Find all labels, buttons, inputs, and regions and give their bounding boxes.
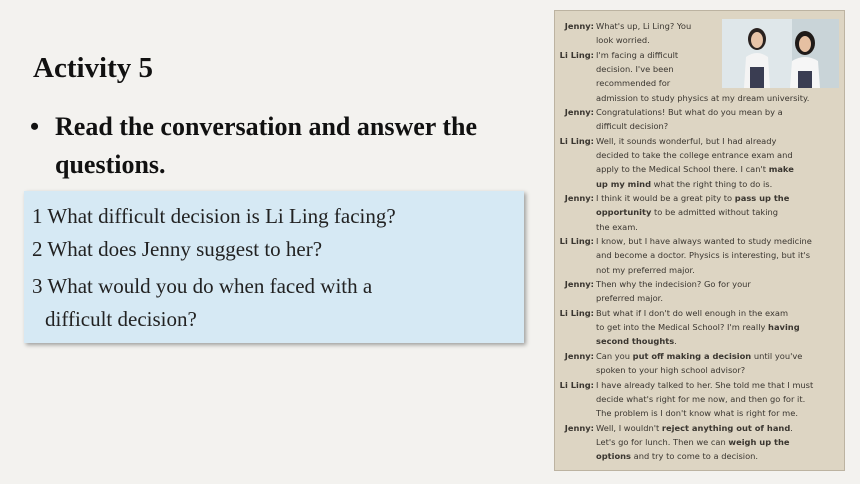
- dialogue-text: and try to come to a decision.: [631, 451, 759, 461]
- key-phrase: reject anything out of hand: [661, 423, 791, 433]
- dialogue-line: [596, 451, 758, 461]
- question-3-continued: difficult decision?: [45, 307, 197, 331]
- dialogue-text: apply to the Medical School there. I can't: [596, 164, 769, 174]
- dialogue-text: Let's go for lunch. Then we can: [596, 437, 729, 447]
- dialogue-text: difficult decision?: [596, 121, 669, 131]
- dialogue-text: decision. I've been: [596, 64, 674, 74]
- speaker-label: Jenny:: [564, 279, 594, 289]
- dialogue-text: spoken to your high school advisor?: [596, 365, 746, 375]
- dialogue-text: .: [674, 336, 677, 346]
- dialogue-text: But what if I don't do well enough in the exam: [596, 308, 789, 318]
- dialogue-line: [596, 293, 663, 303]
- dialogue-text: Congratulations! But what do you mean by a: [596, 107, 783, 117]
- speaker-label: Li Ling:: [559, 308, 594, 318]
- dialogue-line: [596, 394, 805, 404]
- dialogue-line: [596, 121, 668, 131]
- dialogue-line: [596, 336, 677, 346]
- dialogue-line: [596, 322, 800, 332]
- key-phrase: options: [596, 451, 631, 461]
- dialogue-text: admission to study physics at my dream university.: [596, 93, 810, 103]
- dialogue-line: [596, 380, 813, 390]
- question-2: 2 What does Jenny suggest to her?: [32, 237, 323, 261]
- speaker-label: Jenny:: [564, 107, 594, 117]
- dialogue-text: to be admitted without taking: [651, 207, 779, 217]
- dialogue-text: I think it would be a great pity to: [596, 193, 735, 203]
- dialogue-line: [596, 222, 638, 232]
- bullet-icon: •: [30, 112, 40, 141]
- key-phrase: opportunity: [596, 207, 652, 217]
- dialogue-line: [596, 365, 745, 375]
- dialogue-text: Can you: [596, 351, 633, 361]
- key-phrase: second thoughts: [596, 336, 675, 346]
- students-photo: [722, 19, 839, 88]
- dialogue-text: I know, but I have always wanted to study medicine: [596, 236, 812, 246]
- dialogue-text: preferred major.: [596, 293, 663, 303]
- instruction: [30, 108, 510, 184]
- dialogue-line: [596, 150, 793, 160]
- dialogue-text: what the right thing to do is.: [651, 179, 773, 189]
- dialogue-text: .: [790, 423, 793, 433]
- speaker-label: Li Ling:: [559, 50, 594, 60]
- speaker-label: Li Ling:: [559, 236, 594, 246]
- dialogue-text: The problem is I don't know what is right for me.: [596, 408, 799, 418]
- dialogue-line: [596, 265, 695, 275]
- dialogue-text: decide what's right for me now, and then go for it.: [596, 394, 806, 404]
- dialogue-text: until you've: [751, 351, 803, 361]
- speaker-label: Jenny:: [564, 351, 594, 361]
- dialogue-text: look worried.: [596, 35, 650, 45]
- instruction-text: Read the conversation and answer the questions.: [55, 112, 478, 179]
- dialogue-text: and become a doctor. Physics is interesting, but it's: [596, 250, 811, 260]
- dialogue-line: [596, 50, 678, 60]
- speaker-label: Li Ling:: [559, 380, 594, 390]
- dialogue-line: [596, 279, 751, 289]
- dialogue-text: the exam.: [596, 222, 638, 232]
- key-phrase: put off making a decision: [632, 351, 752, 361]
- dialogue-line: [596, 179, 772, 189]
- key-phrase: weigh up the: [728, 437, 790, 447]
- dialogue-text: decided to take the college entrance exam and: [596, 150, 793, 160]
- question-3: 3 What would you do when faced with a: [32, 274, 373, 298]
- dialogue-text: I have already talked to her. She told me that I must: [596, 380, 814, 390]
- dialogue-line: [596, 250, 810, 260]
- dialogue-text: What's up, Li Ling? You: [596, 21, 692, 31]
- dialogue-line: [596, 351, 802, 361]
- dialogue-line: [596, 164, 794, 174]
- speaker-label: Jenny:: [564, 193, 594, 203]
- dialogue-text: Well, it sounds wonderful, but I had already: [596, 136, 777, 146]
- questions-box: [24, 191, 524, 343]
- dialogue-line: [596, 423, 793, 433]
- speaker-label: Li Ling:: [559, 136, 594, 146]
- dialogue-text: not my preferred major.: [596, 265, 695, 275]
- activity-title: Activity 5: [33, 52, 153, 84]
- speaker-label: Jenny:: [564, 423, 594, 433]
- dialogue-text: Well, I wouldn't: [596, 423, 662, 433]
- dialogue-line: [596, 93, 809, 103]
- dialogue-line: [596, 236, 812, 246]
- key-phrase: up my mind: [596, 179, 652, 189]
- key-phrase: make: [768, 164, 794, 174]
- dialogue-line: [596, 136, 776, 146]
- dialogue-text: Then why the indecision? Go for your: [596, 279, 751, 289]
- dialogue-line: [596, 107, 783, 117]
- dialogue-line: [596, 308, 788, 318]
- dialogue-line: [596, 207, 778, 217]
- dialogue-line: [596, 21, 691, 31]
- dialogue-text: I'm facing a difficult: [596, 50, 679, 60]
- dialogue-line: [596, 35, 650, 45]
- conversation-panel: [554, 10, 845, 471]
- dialogue-line: [596, 408, 798, 418]
- key-phrase: having: [768, 322, 800, 332]
- dialogue-text: recommended for: [596, 78, 671, 88]
- key-phrase: pass up the: [734, 193, 790, 203]
- dialogue-line: [596, 64, 674, 74]
- speaker-label: Jenny:: [564, 21, 594, 31]
- question-1: 1 What difficult decision is Li Ling facing?: [32, 204, 396, 228]
- dialogue-line: [596, 193, 789, 203]
- dialogue-text: to get into the Medical School? I'm really: [596, 322, 769, 332]
- dialogue-line: [596, 78, 670, 88]
- dialogue-line: [596, 437, 790, 447]
